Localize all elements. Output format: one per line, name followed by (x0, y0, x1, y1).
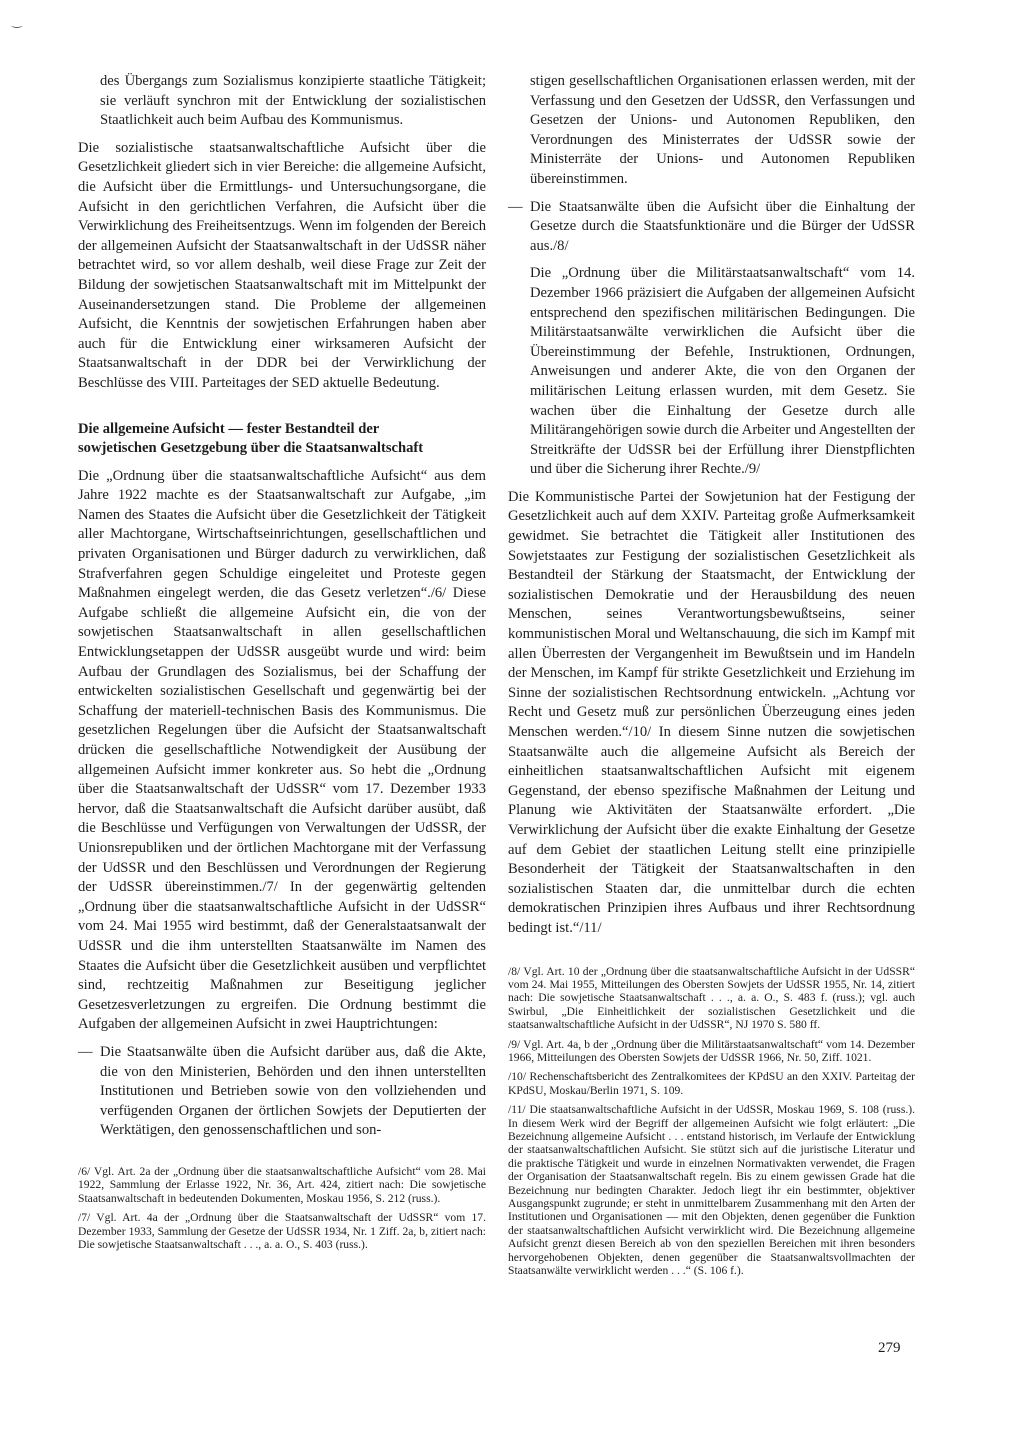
page-number: 279 (878, 1340, 901, 1356)
dash-list-item (78, 1043, 486, 1141)
dash-bullet: — (78, 1043, 93, 1060)
footnote: /11/ Die staatsanwaltschaftliche Aufsicht in der UdSSR, Moskau 1969, S. 108 (russ.). In diesem Werk wird der Begriff der allgemeinen Aufsicht wie folgt erläutert: „Die Bezeichnung allgemeine Aufsicht . . . entstand historisch, im Verlaufe der Entwicklung der staatsanwaltschaftlichen Aufsicht. Sie stützt sich auf die juristische Literatur und die praktische Tätigkeit und wurde in einzelnen Normativakten verwendet, die Fragen der Organisation der Staatsanwaltschaft regeln. Bis zu einem gewissen Grade hat die Bezeichnung nur bedingten Charakter. Jedoch liegt ihr ein bestimmter, objektiver Ausgangspunkt zugrunde; er steht in unmittelbarem Zusammenhang mit den Arten der Institutionen und Organisationen — mit den Objekten, denen gegenüber die Funktion der staatsanwaltschaftlichen Aufsicht verwirklicht wird. Die Bezeichnung allgemeine Aufsicht grenzt diesen Bereich ab von den speziellen Bereichen mit ihren besonders hervorgehobenen Objekten, denen gegenüber die Staatsanwaltsvollmachten der Staatsanwälte verwirklicht werden . . .“ (S. 106 f.). (508, 1103, 915, 1278)
section-heading (78, 420, 486, 459)
footnotes-right (508, 965, 915, 1278)
dash-list-text: Die Staatsanwälte üben die Aufsicht darüber aus, daß die Akte, die von den Ministerien, Behörden und den ihnen unterstellten Institutionen und Betrieben sowie von den vollziehenden und verfügenden Organen der örtlichen Sowjets der Deputierten der Werktätigen, den genossenschaftlichen und son- (100, 1043, 486, 1139)
paragraph-indented: Die „Ordnung über die Militärstaatsanwaltschaft“ vom 14. Dezember 1966 präzisiert die Aufgaben der allgemeinen Aufsicht entsprechend den spezifischen militärischen Bedingungen. Die Militärstaatsanwälte verwirklichen die Aufsicht über die Übereinstimmung der Befehle, Instruktionen, Ordnungen, Anweisungen und anderer Akte, die von den Organen der militärischen Leitung erlassen wurden, mit dem Gesetz. Sie wachen über die Einhaltung der Gesetze durch alle Militärangehörigen sowie durch die Arbeiter und Angestellten der Streitkräfte der UdSSR bei der Erfüllung ihrer Dienstpflichten und über die Sicherung ihrer Rechte./9/ (530, 265, 915, 478)
paragraph: Die Kommunistische Partei der Sowjetunion hat der Festigung der Gesetzlichkeit auch auf dem XXIV. Parteitag große Aufmerksamkeit gewidmet. Sie betrachtet die Tätigkeit aller Institutionen des Sowjetstaates zur Festigung der sozialistischen Gesetzlichkeit als Bestandteil der Stärkung der Staatsmacht, der Entwicklung der sozialistischen Demokratie und der Herausbildung des neuen Menschen, seines Verantwortungsbewußtseins, seiner kommunistischen Moral und Weltanschauung, die sich im Kampf mit allen Überresten der Vergangenheit im Bewußtsein und im Handeln der Menschen, im Kampf für strikte Gesetzlichkeit und Erziehung im Sinne der sozialistischen Rechtsordnung entwickeln. „Achtung vor Recht und Gesetz muß zur persönlichen Überzeugung eines jeden Menschen werden.“/10/ In diesem Sinne nutzen die sowjetischen Staatsanwälte auch die allgemeine Aufsicht als Bereich der einheitlichen staatsanwaltschaftlichen Aufsicht mit eigenem Gegenstand, der ebenso spezifische Maßnahmen der Leitung und Planung wie Aktivitäten der Staatsanwälte erfordert. „Die Verwirklichung der Aufsicht über die exakte Einhaltung der Gesetze auf dem Gebiet der staatlichen Leitung stellt eine prinzipielle Besonderheit der Tätigkeit der Staatsanwaltschaften in den sozialistischen Staaten dar, die unmittelbar durch die echten demokratischen Prinzipien ihres Aufbaus und ihrer Rechtsordnung bedingt ist.“/11/ (508, 488, 915, 936)
section-heading-line: sowjetischen Gesetzgebung über die Staatsanwaltschaft (78, 440, 424, 457)
right-column (508, 72, 915, 1277)
paragraph: Die „Ordnung über die staatsanwaltschaftliche Aufsicht“ aus dem Jahre 1922 machte es der Staatsanwaltschaft zur Aufgabe, „im Namen des Staates die Aufsicht über die Gesetzlichkeit der Tätigkeit aller Machtorgane, Wirtschaftseinrichtungen, gesellschaftlichen und privaten Organisationen und Bürger dadurch zu verwirklichen, daß Strafverfahren gegen Schuldige eingeleitet und Proteste gegen Maßnahmen eingelegt werden, die das Gesetz verletzen“./6/ Diese Aufgabe schließt die allgemeine Aufsicht ein, die von der sowjetischen Staatsanwaltschaft in allen gesellschaftlichen Entwicklungsetappen der UdSSR ausgeübt wurde und wird: beim Aufbau der Grundlagen des Sozialismus, bei der Schaffung der entwickelten sozialistischen Gesellschaft und gegenwärtig bei der Schaffung der materiell-technischen Basis des Kommunismus. Die gesetzlichen Regelungen über die Aufsicht der Staatsanwaltschaft drücken die gesellschaftliche Notwendigkeit der Ausübung der allgemeinen Aufsicht immer konkreter aus. So hebt die „Ordnung über die Staatsanwaltschaft der UdSSR“ vom 17. Dezember 1933 hervor, daß die Staatsanwaltschaft die Aufsicht darüber ausübt, daß die Beschlüsse und Verfügungen von Verwaltungen der UdSSR, der Unionsrepubliken und der örtlichen Machtorgane mit der Verfassung der UdSSR und den Beschlüssen und Verordnungen der Regierung der UdSSR übereinstimmen./7/ In der gegenwärtig geltenden „Ordnung über die staatsanwaltschaftliche Aufsicht in der UdSSR“ vom 24. Mai 1955 wird bestimmt, daß der Generalstaatsanwalt der UdSSR und die ihm unterstellten Staatsanwälte im Namen des Staates die Aufsicht über die Gesetzlichkeit ausüben und verpflichtet sind, rechtzeitig Maßnahmen zur Beseitigung jeglicher Gesetzesverletzungen zu ergreifen. Die Ordnung bestimmt die Aufgaben der allgemeinen Aufsicht in zwei Hauptrichtungen: (78, 467, 486, 1033)
paragraph: Die sozialistische staatsanwaltschaftliche Aufsicht über die Gesetzlichkeit gliedert sich in vier Bereiche: die allgemeine Aufsicht, die Aufsicht über die Ermittlungs- und Untersuchungsorgane, die Aufsicht in den gerichtlichen Verfahren, die Aufsicht über die Verwirklichung des Freiheitsentzugs. Wenn im folgenden der Bereich der allgemeinen Aufsicht der Staatsanwaltschaft in der UdSSR näher betrachtet wird, so vor allem deshalb, weil diese Frage zur Zeit der Bildung der sowjetischen Staatsanwaltschaft mit im Mittelpunkt der Auseinandersetzungen stand. Die Probleme der allgemeinen Aufsicht, die Kenntnis der sowjetischen Erfahrungen haben aber auch für die Entwicklung einer wirksameren Aufsicht der Staatsanwaltschaft in der DDR bei der Verwirklichung der Beschlüsse des VIII. Parteitages der SED aktuelle Bedeutung. (78, 139, 486, 391)
section-heading-line: Die allgemeine Aufsicht — fester Bestandteil der (78, 420, 380, 437)
paragraph-continuation: des Übergangs zum Sozialismus konzipierte staatliche Tätigkeit; sie verläuft synchron mit der Entwicklung der sozialistischen Staatlichkeit auch beim Aufbau des Kommunismus. (100, 73, 486, 129)
paragraph-continuation: stigen gesellschaftlichen Organisationen erlassen werden, mit der Verfassung und den Gesetzen der UdSSR, den Verfassungen und Gesetzen der Unions- und Autonomen Republiken, den Verordnungen des Ministerrates der UdSSR sowie der Ministerräte der Unions- und Autonomen Republiken übereinstimmen. (530, 73, 915, 187)
footnotes-left (78, 1165, 486, 1251)
dash-bullet: — (508, 198, 523, 215)
footnote: /10/ Rechenschaftsbericht des Zentralkomitees der KPdSU an den XXIV. Parteitag der KPdSU, Moskau/Berlin 1971, S. 109. (508, 1070, 915, 1097)
dash-list-text: Die Staatsanwälte üben die Aufsicht über die Einhaltung der Gesetze durch die Staatsfunktionäre und die Bürger der UdSSR aus./8/ (530, 198, 915, 254)
left-column (78, 72, 486, 1251)
footnote: /7/ Vgl. Art. 4a der „Ordnung über die Staatsanwaltschaft der UdSSR“ vom 17. Dezember 1933, Sammlung der Gesetze der UdSSR 1934, Nr. 1 Ziff. 2a, b, zitiert nach: Die sowjetische Staatsanwaltschaft . . ., a. a. O., S. 403 (russ.). (78, 1211, 486, 1251)
footnote: /6/ Vgl. Art. 2a der „Ordnung über die staatsanwaltschaftliche Aufsicht“ vom 28. Mai 1922, Sammlung der Erlasse 1922, Nr. 36, Art. 424, zitiert nach: Die sowjetische Staatsanwaltschaft in bedeutenden Dokumenten, Moskau 1956, S. 212 (russ.). (78, 1164, 486, 1205)
footnote: /8/ Vgl. Art. 10 der „Ordnung über die staatsanwaltschaftliche Aufsicht in der UdSSR“ vom 24. Mai 1955, Mitteilungen des Obersten Sowjets der UdSSR 1955, Nr. 14, zitiert nach: Die sowjetische Staatsanwaltschaft . . ., a. a. O., S. 483 f. (russ.); vgl. auch Swirbul, „Die Einheitlichkeit der sozialistischen Gesetzlichkeit und die staatsanwaltschaftliche Aufsicht in der UdSSR“, NJ 1970 S. 580 ff. (508, 964, 915, 1032)
dash-list-item (508, 198, 915, 257)
footnote: /9/ Vgl. Art. 4a, b der „Ordnung über die Militärstaatsanwaltschaft“ vom 14. Dezember 1966, Mitteilungen des Obersten Sowjets der UdSSR 1966, Nr. 50, Ziff. 1021. (508, 1037, 915, 1064)
scan-corner-mark: ‿ (12, 14, 22, 28)
